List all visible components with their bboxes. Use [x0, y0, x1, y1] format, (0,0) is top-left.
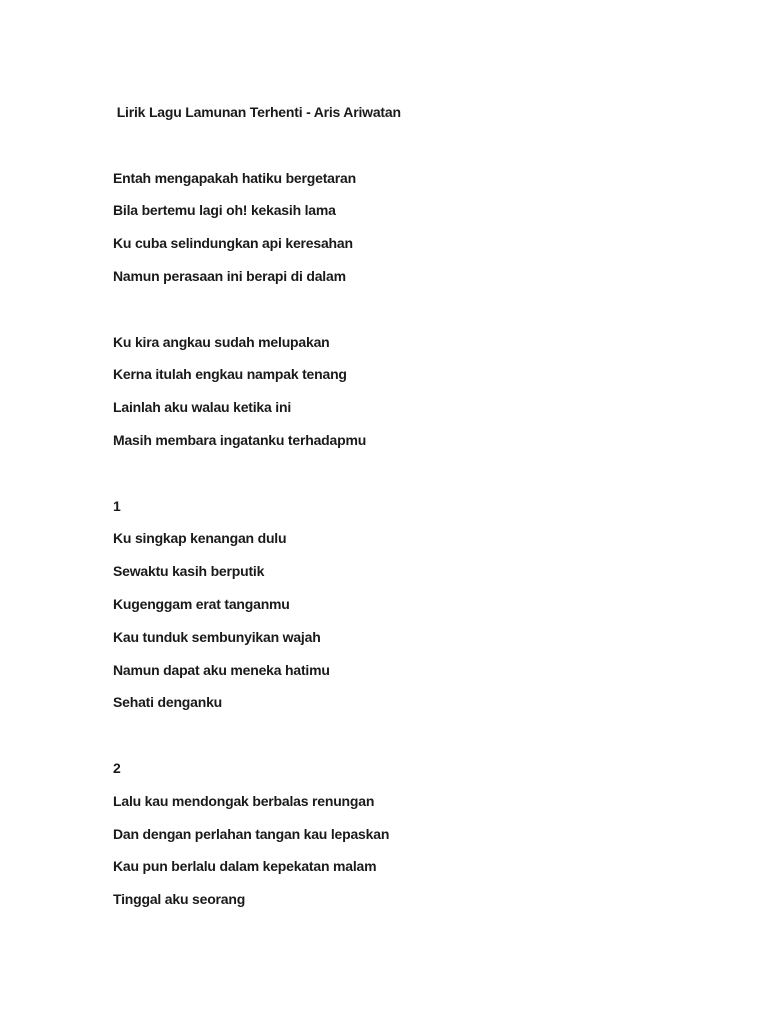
lyric-line: Ku singkap kenangan dulu: [113, 530, 287, 547]
lyric-line: Kerna itulah engkau nampak tenang: [113, 366, 347, 383]
lyric-line: Bila bertemu lagi oh! kekasih lama: [113, 202, 336, 219]
lyric-line: Kugenggam erat tanganmu: [113, 595, 290, 612]
lyric-line: Dan dengan perlahan tangan kau lepaskan: [113, 825, 390, 842]
stanza-number: 1: [113, 497, 121, 514]
lyric-line: Namun perasaan ini berapi di dalam: [113, 267, 346, 284]
lyric-line: Namun dapat aku meneka hatimu: [113, 661, 330, 678]
lyric-line: Ku kira angkau sudah melupakan: [113, 333, 330, 350]
lyric-line: Kau tunduk sembunyikan wajah: [113, 628, 321, 645]
lyric-line: Tinggal aku seorang: [113, 891, 246, 908]
stanza: [113, 326, 708, 457]
stanza: [113, 490, 708, 720]
lyrics-body: [113, 162, 708, 916]
stanza: [113, 752, 708, 916]
page-title: Lirik Lagu Lamunan Terhenti - Aris Ariwatan: [113, 104, 401, 120]
lyric-line: Sewaktu kasih berputik: [113, 563, 265, 580]
stanza: [113, 162, 708, 293]
lyric-line: Lalu kau mendongak berbalas renungan: [113, 792, 375, 809]
lyric-line: Ku cuba selindungkan api keresahan: [113, 235, 353, 252]
stanza-number: 2: [113, 759, 121, 776]
lyric-line: Entah mengapakah hatiku bergetaran: [113, 169, 356, 186]
lyric-line: Sehati denganku: [113, 694, 223, 711]
lyric-line: Masih membara ingatanku terhadapmu: [113, 431, 367, 448]
lyric-line: Kau pun berlalu dalam kepekatan malam: [113, 858, 377, 875]
lyric-line: Lainlah aku walau ketika ini: [113, 399, 292, 416]
